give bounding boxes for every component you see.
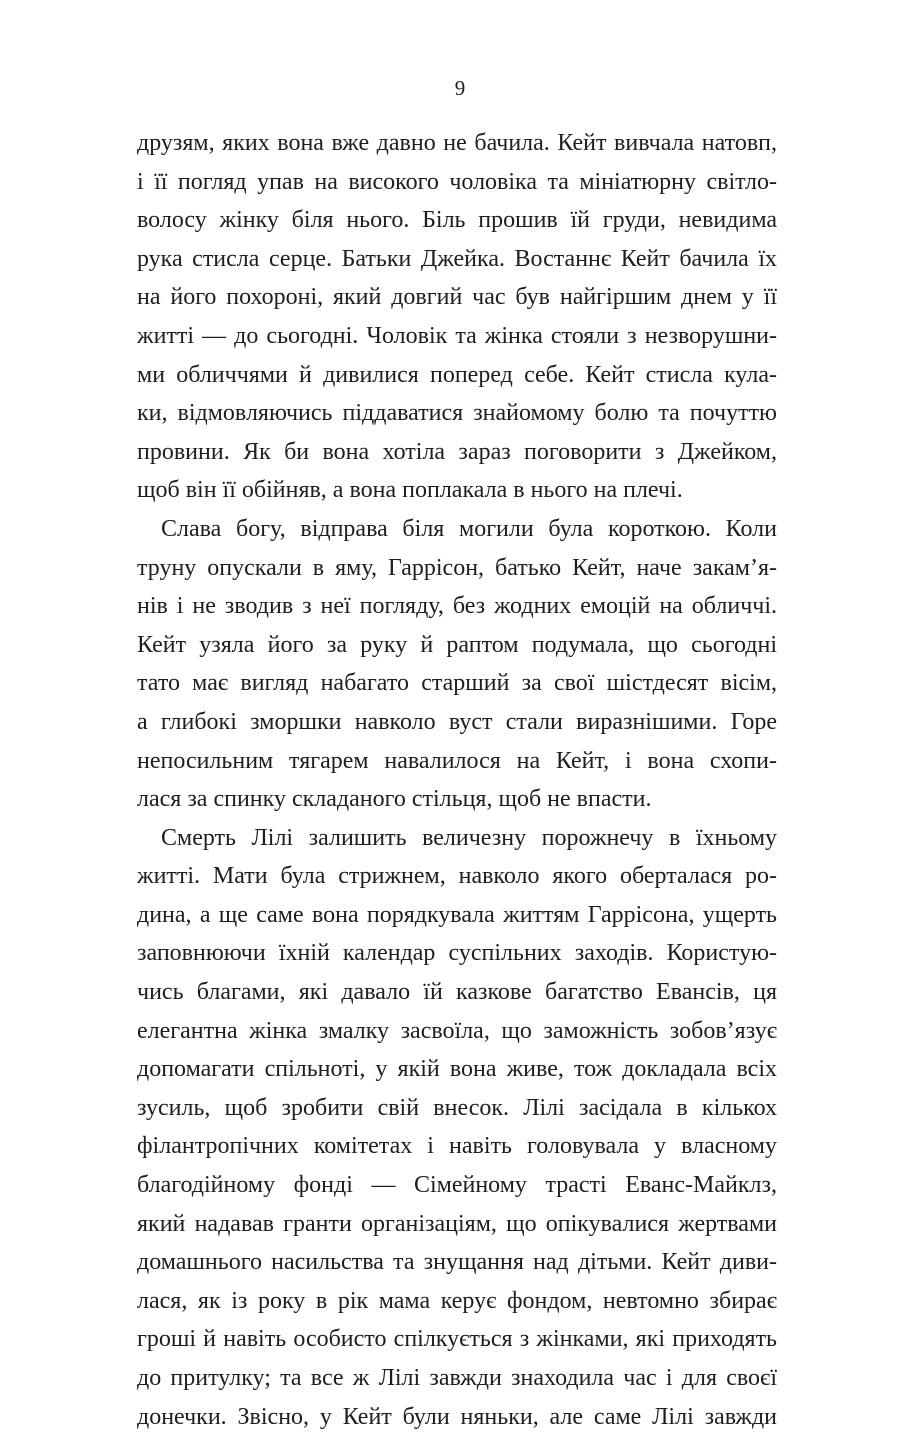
text-line: непосильним тягарем навалилося на Кейт, і вона схопи-	[137, 747, 777, 774]
text-line: допомагати спільноті, у якій вона живе, тож докладала всіх	[137, 1056, 777, 1083]
text-line: Смерть Лілі залишить величезну порожнечу в їхньому	[161, 824, 777, 851]
text-line: волосу жінку біля нього. Біль прошив їй груди, невидима	[137, 207, 777, 234]
text-line: провини. Як би вона хотіла зараз поговорити з Джейком,	[137, 438, 777, 465]
text-line: труну опускали в яму, Гаррісон, батько Кейт, наче закам’я-	[137, 554, 777, 581]
text-line: елегантна жінка змалку засвоїла, що заможність зобов’язує	[137, 1017, 777, 1044]
text-line: лася за спинку складаного стільця, щоб не впасти.	[137, 786, 652, 813]
text-line: дина, а ще саме вона порядкувала життям Гаррісона, ущерть	[137, 901, 777, 928]
text-line: житті — до сьогодні. Чоловік та жінка стояли з незворушни-	[137, 322, 777, 349]
text-line: який надавав гранти організаціям, що опікувалися жертвами	[137, 1210, 777, 1237]
text-line: донечки. Звісно, у Кейт були няньки, але саме Лілі завжди	[137, 1403, 777, 1430]
text-line: до притулку; та все ж Лілі завжди знаходила час і для своєї	[137, 1365, 777, 1391]
paragraph	[137, 510, 777, 819]
text-line: і її погляд упав на високого чоловіка та мініатюрну світло-	[137, 168, 777, 195]
text-line: філантропічних комітетах і навіть головувала у власному	[137, 1133, 777, 1160]
page-number: 9	[454, 76, 466, 100]
text-line: домашнього насильства та знущання над дітьми. Кейт диви-	[137, 1249, 777, 1276]
text-line: заповнюючи їхній календар суспільних заходів. Користую-	[137, 940, 777, 967]
text-line: на його похороні, який довгий час був найгіршим днем у її	[137, 284, 777, 311]
text-line: благодійному фонді — Сімейному трасті Еванс-Майклз,	[137, 1172, 777, 1199]
text-line: ки, відмовляючись піддаватися знайомому болю та почуттю	[137, 400, 777, 427]
text-line: ми обличчями й дивилися поперед себе. Кейт стисла кула-	[137, 361, 777, 388]
text-line: а глибокі зморшки навколо вуст стали виразнішими. Горе	[137, 708, 777, 735]
text-line: гроші й навіть особисто спілкується з жінками, які приходять	[137, 1326, 777, 1353]
text-line: тато має вигляд набагато старший за свої шістдесят вісім,	[137, 670, 777, 697]
text-line: щоб він її обійняв, а вона поплакала в нього на плечі.	[137, 477, 683, 504]
paragraph	[137, 819, 777, 1436]
paragraph	[137, 124, 777, 510]
text-line: чись благами, які давало їй казкове багатство Евансів, ця	[137, 979, 777, 1006]
text-line: Кейт узяла його за руку й раптом подумала, що сьогодні	[137, 631, 777, 658]
text-line: нів і не зводив з неї погляду, без жодних емоцій на обличчі.	[137, 593, 777, 620]
text-line: Слава богу, відправа біля могили була короткою. Коли	[161, 515, 777, 542]
text-line: рука стисла серце. Батьки Джейка. Востаннє Кейт бачила їх	[137, 245, 777, 272]
text-line: зусиль, щоб зробити свій внесок. Лілі засідала в кількох	[137, 1094, 777, 1121]
text-line: житті. Мати була стрижнем, навколо якого оберталася ро-	[137, 863, 777, 890]
text-line: друзям, яких вона вже давно не бачила. Кейт вивчала натовп,	[137, 130, 777, 156]
text-line: лася, як із року в рік мама керує фондом, невтомно збирає	[137, 1287, 777, 1314]
body-text	[137, 124, 777, 1436]
